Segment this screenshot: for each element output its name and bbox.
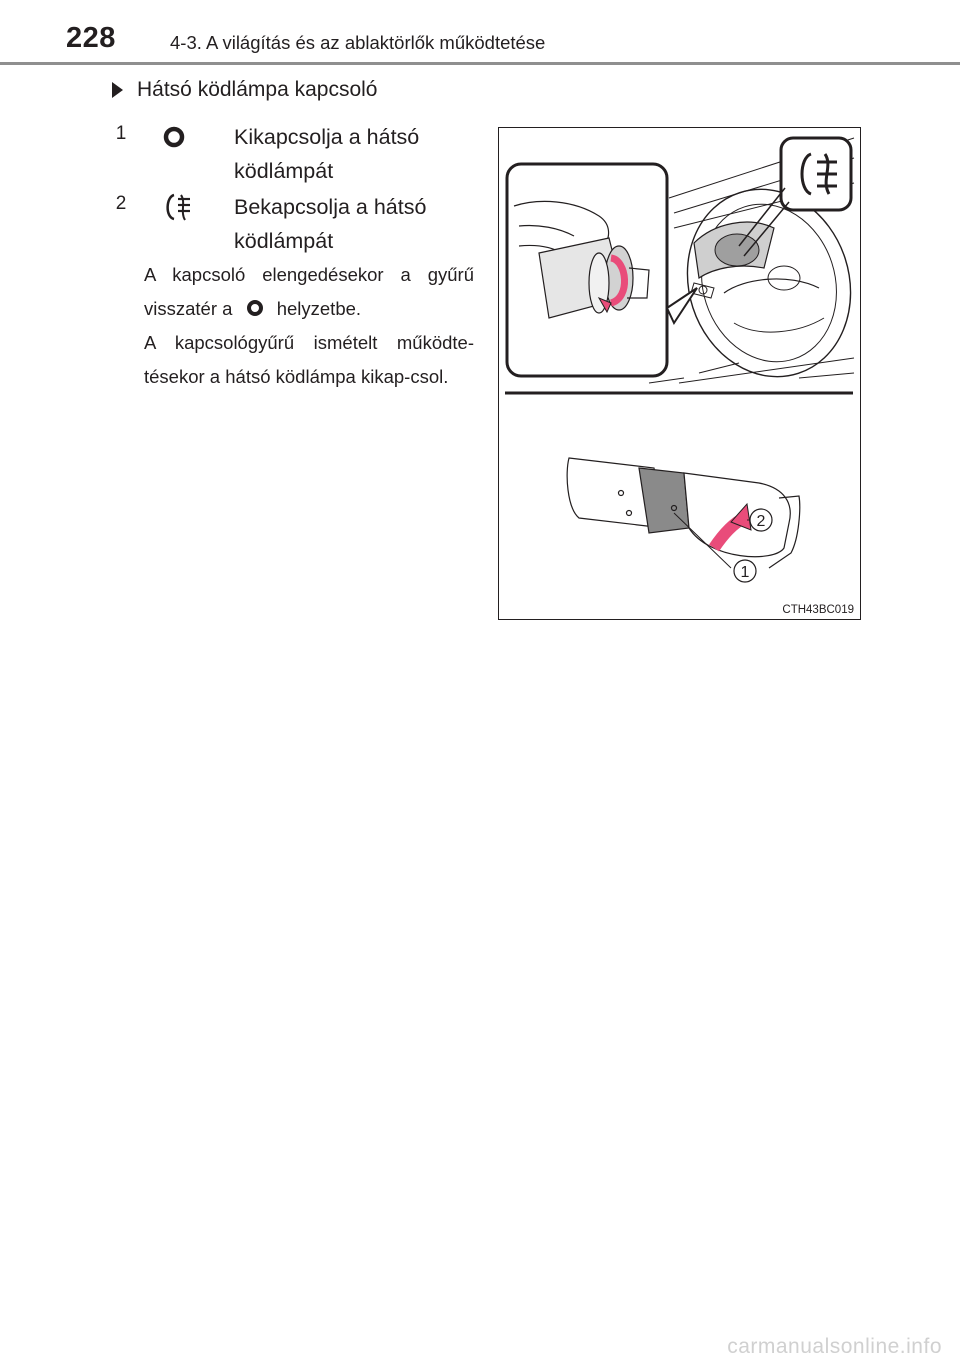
paragraph-text: helyzetbe.: [276, 298, 362, 319]
watermark: carmanualsonline.info: [727, 1335, 942, 1358]
section-title: 4-3. A világítás és az ablaktörlők működtetése: [170, 32, 546, 53]
callout-2: 2: [756, 513, 766, 530]
paragraph-release: [144, 258, 474, 326]
fog-lamp-off-icon: [242, 297, 268, 319]
heading: [112, 78, 377, 102]
item-text: Bekapcsolja a hátsó ködlámpát: [234, 195, 427, 253]
page-number: 228: [66, 22, 116, 54]
paragraph-text: A kapcsoló elengedésekor a gyűrű visszatér a: [144, 264, 474, 319]
list-item: [110, 120, 420, 183]
list-item: [110, 190, 427, 253]
illustration-figure: [498, 127, 861, 620]
item-text: Kikapcsolja a hátsó ködlámpát: [234, 125, 420, 183]
header-rule: [0, 62, 960, 65]
fog-lamp-off-icon: [160, 120, 200, 154]
item-number: 2: [115, 193, 127, 214]
triangle-bullet-icon: [112, 82, 123, 98]
rear-fog-lamp-icon: [160, 190, 200, 224]
heading-text: Hátsó ködlámpa kapcsoló: [137, 78, 378, 101]
item-number: 1: [115, 123, 127, 144]
figure-code: CTH43BC019: [782, 604, 854, 616]
paragraph-repeat: A kapcsológyűrű ismételt működte-tésekor a hátsó ködlámpa kikap-csol.: [144, 332, 474, 387]
callout-1: 1: [740, 564, 750, 581]
steering-wheel-switch-illustration: [499, 128, 859, 618]
